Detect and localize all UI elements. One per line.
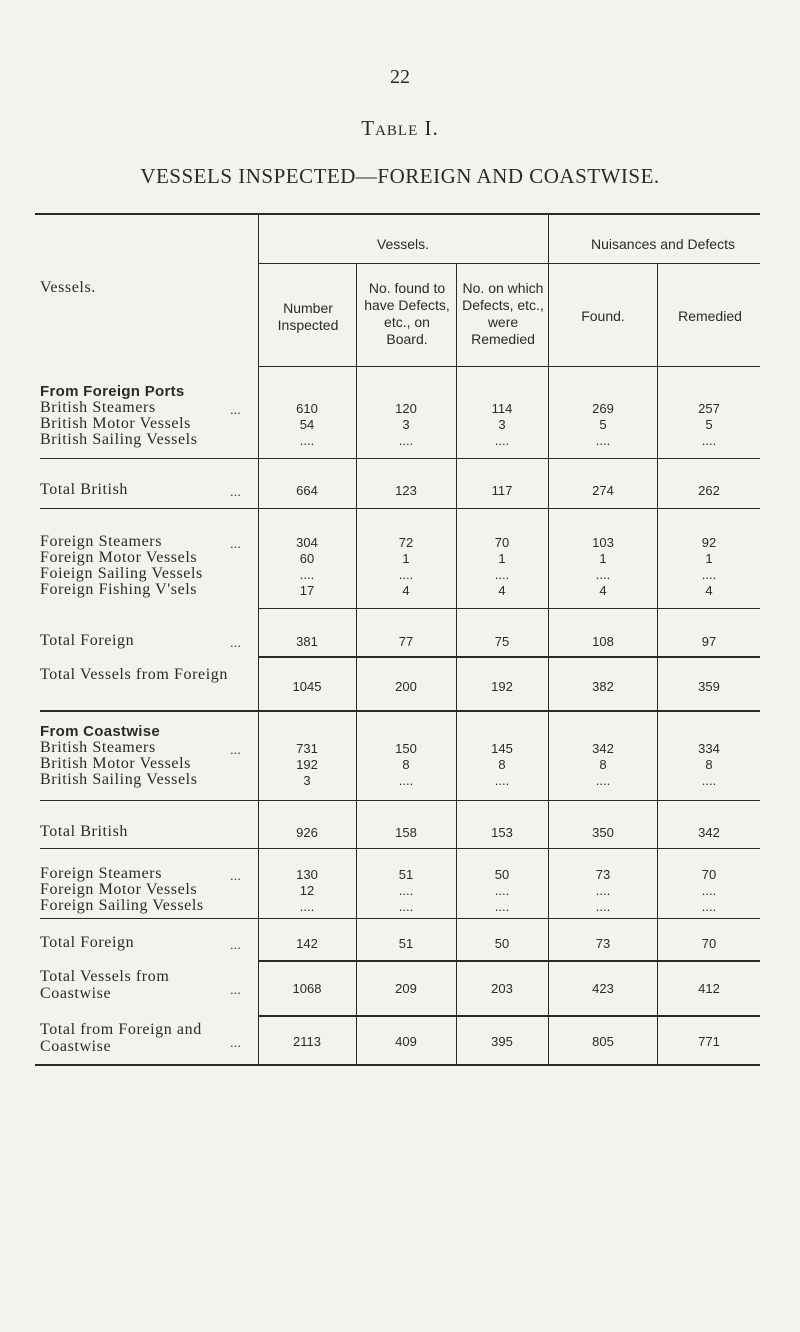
cell-value: 274 [592,483,614,498]
leader-dots: ... [230,635,241,650]
cell-value: 192 [296,757,318,772]
cell-value: 257 [698,401,720,416]
row-label: Total British [40,823,129,840]
cell-value: 1068 [292,981,322,996]
col-rule-2 [356,264,357,1064]
row-label: Total Vessels from Coastwise [40,968,170,1002]
cell-value: .... [299,899,315,914]
cell-value: 72 [398,535,414,550]
cell-value: 73 [595,936,611,951]
cell-value: 17 [299,583,315,598]
table-title: VESSELS INSPECTED—FOREIGN AND COASTWISE. [140,164,660,188]
header-remedied-on: No. on which Defects, etc., were Remedied [462,280,544,347]
cell-value: .... [494,433,510,448]
cell-value: 8 [402,757,410,772]
cell-value: 423 [592,981,614,996]
cell-value: 12 [299,883,315,898]
cell-value: 75 [494,634,510,649]
row-label: Foreign Steamers [40,865,163,882]
cell-value: 382 [592,679,614,694]
top-rule [35,213,760,215]
leader-dots: ... [230,536,241,551]
header-found: Found. [581,308,625,324]
row-label: Total Foreign [40,934,135,951]
cell-value: 342 [698,825,720,840]
cell-value: 209 [395,981,417,996]
cell-value: .... [494,567,510,582]
cell-value: 3 [303,773,311,788]
cell-value: 5 [599,417,607,432]
cell-value: .... [299,567,315,582]
row-label: British Motor Vessels [40,755,191,772]
cell-value: 4 [599,583,607,598]
cell-value: 664 [296,483,318,498]
cell-value: .... [398,883,414,898]
cell-value: 805 [592,1034,614,1049]
cell-value: 103 [592,535,614,550]
cell-value: 51 [398,867,414,882]
bottom-rule [35,1064,760,1066]
cell-value: 8 [599,757,607,772]
cell-value: 5 [705,417,713,432]
cell-value: .... [701,883,717,898]
cell-value: .... [595,899,611,914]
cell-value: 123 [395,483,417,498]
cell-value: 203 [491,981,513,996]
cell-value: 1 [705,551,713,566]
cell-value: .... [595,883,611,898]
cell-value: .... [595,773,611,788]
cell-value: 97 [701,634,717,649]
row-label: British Steamers [40,399,156,416]
cell-value: 70 [701,867,717,882]
cell-value: .... [398,773,414,788]
section-foreign-ports: From Foreign Ports [40,383,185,400]
cell-value: 1 [599,551,607,566]
cell-value: 342 [592,741,614,756]
sep-total-british-2 [40,800,760,801]
cell-value: 3 [402,417,410,432]
cell-value: 926 [296,825,318,840]
cell-value: 1 [498,551,506,566]
cell-value: .... [398,433,414,448]
section-coastwise: From Coastwise [40,723,161,740]
row-label: British Motor Vessels [40,415,191,432]
cell-value: 117 [491,483,513,498]
cell-value: .... [494,773,510,788]
sep-total-foreign-2 [40,918,760,919]
header-group-nuisances: Nuisances and Defects [591,236,735,252]
cell-value: 269 [592,401,614,416]
cell-value: 350 [592,825,614,840]
cell-value: 158 [395,825,417,840]
sep-total-from-foreign [258,656,760,658]
cell-value: 2113 [293,1034,321,1049]
row-label: Total Vessels from Foreign [40,666,228,683]
cell-value: .... [494,883,510,898]
header-remedied: Remedied [678,308,742,324]
cell-value: .... [494,899,510,914]
cell-value: 359 [698,679,720,694]
leader-dots: ... [230,937,241,952]
cell-value: 3 [498,417,506,432]
leader-dots: ... [230,868,241,883]
cell-value: 771 [698,1034,720,1049]
row-label: Foieign Sailing Vessels [40,565,203,582]
page-number: 22 [390,66,410,88]
cell-value: 130 [296,867,318,882]
col-rule-3 [456,264,457,1064]
header-number-inspected: Number Inspected [277,300,339,333]
cell-value: 92 [701,535,717,550]
col-rule-1 [258,215,259,1065]
cell-value: .... [701,433,717,448]
cell-value: 262 [698,483,720,498]
sep-total-foreign-1 [258,608,760,609]
cell-value: 200 [395,679,417,694]
cell-value: 50 [494,867,510,882]
cell-value: .... [701,567,717,582]
cell-value: .... [398,899,414,914]
cell-value: 108 [592,634,614,649]
cell-value: 1045 [292,679,322,694]
row-label: Total Foreign [40,632,135,649]
leader-dots: ... [230,1035,241,1050]
cell-value: 51 [398,936,414,951]
row-label: Foreign Sailing Vessels [40,897,204,914]
cell-value: 60 [299,551,315,566]
sep-total-british-1 [40,458,760,459]
row-label: Foreign Fishing V'sels [40,581,198,598]
group-rule-nuisances [548,263,760,264]
row-label: Foreign Motor Vessels [40,549,198,566]
cell-value: 1 [402,551,410,566]
sep-after-foreign-block [40,710,760,712]
row-label: British Sailing Vessels [40,431,198,448]
cell-value: .... [595,567,611,582]
header-bottom-rule [258,366,760,367]
cell-value: 150 [395,741,417,756]
sep-foreign-1 [40,508,760,509]
row-label: Foreign Motor Vessels [40,881,198,898]
cell-value: 4 [705,583,713,598]
cell-value: 395 [491,1034,513,1049]
cell-value: 145 [491,741,513,756]
cell-value: 381 [296,634,318,649]
cell-value: .... [299,433,315,448]
cell-value: 8 [498,757,506,772]
leader-dots: ... [230,742,241,757]
cell-value: 142 [296,936,318,951]
leader-dots: ... [230,402,241,417]
cell-value: 50 [494,936,510,951]
row-label: British Sailing Vessels [40,771,198,788]
cell-value: 610 [296,401,318,416]
cell-value: 409 [395,1034,417,1049]
leader-dots: ... [230,982,241,997]
sep-total-coastwise [258,960,760,962]
cell-value: 412 [698,981,720,996]
col-rule-5 [657,264,658,1064]
cell-value: 192 [491,679,513,694]
cell-value: 304 [296,535,318,550]
cell-value: 70 [701,936,717,951]
cell-value: 4 [498,583,506,598]
table-label: Table I. [361,116,439,140]
cell-value: 54 [299,417,315,432]
header-vessels-col: Vessels. [40,279,96,296]
leader-dots: ... [230,484,241,499]
cell-value: 114 [491,401,513,416]
cell-value: 77 [398,634,414,649]
row-label: Total British [40,481,129,498]
group-rule-vessels [258,263,548,264]
cell-value: .... [595,433,611,448]
row-label: Total from Foreign and Coastwise [40,1021,202,1055]
cell-value: 70 [494,535,510,550]
cell-value: 120 [395,401,417,416]
cell-value: 73 [595,867,611,882]
row-label: British Steamers [40,739,156,756]
cell-value: 153 [491,825,513,840]
cell-value: 731 [296,741,318,756]
sep-grand-total [258,1015,760,1017]
cell-value: 334 [698,741,720,756]
cell-value: 4 [402,583,410,598]
header-found-defects: No. found to have Defects, etc., on Board. [364,280,450,347]
col-rule-4 [548,215,549,1065]
cell-value: .... [398,567,414,582]
cell-value: .... [701,773,717,788]
cell-value: .... [701,899,717,914]
sep-foreign-2 [40,848,760,849]
row-label: Foreign Steamers [40,533,163,550]
cell-value: 8 [705,757,713,772]
header-group-vessels: Vessels. [376,236,430,252]
